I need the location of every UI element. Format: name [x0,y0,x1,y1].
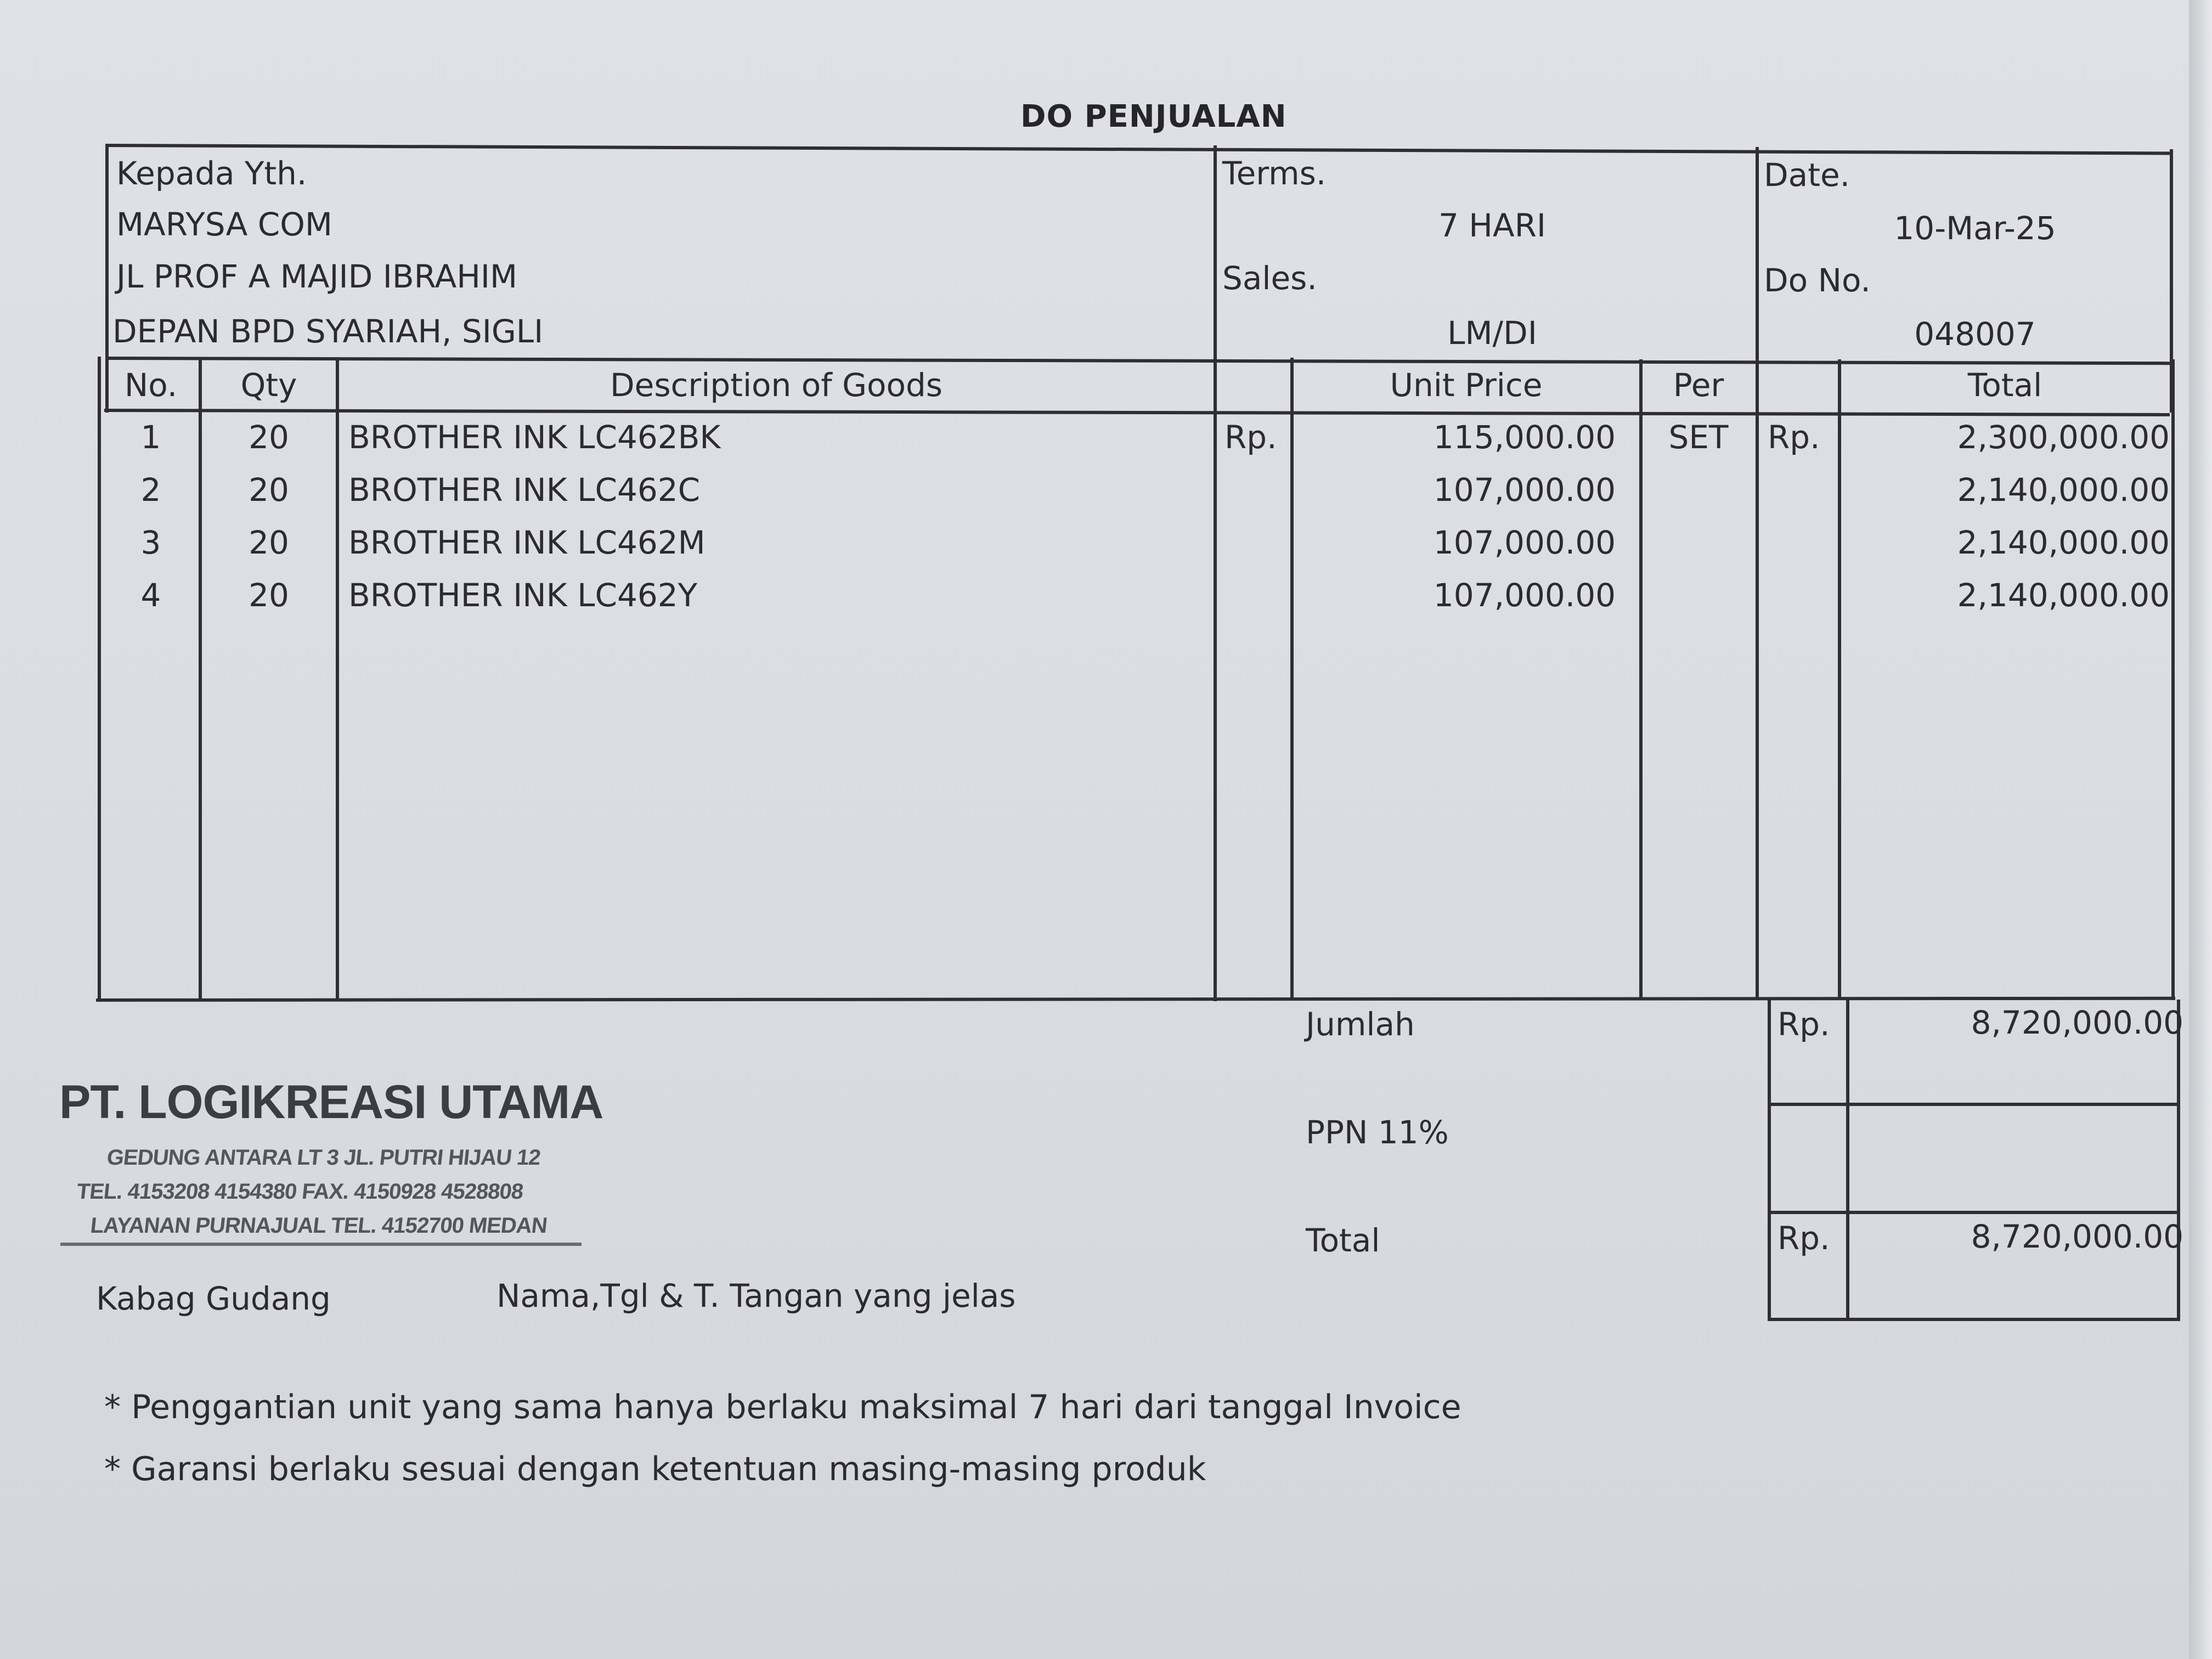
item-4-no: 4 [140,577,161,614]
col-unit-price-header: Unit Price [1390,366,1543,404]
item-2-total: 2,140,000.00 [1957,471,2170,509]
sales-value: LM/DI [1447,314,1537,352]
paper-edge [2189,0,2212,1659]
customer-name: MARYSA COM [116,206,332,243]
do-no-label: Do No. [1764,262,1871,299]
signature-role: Kabag Gudang [96,1280,331,1317]
item-1-qty: 20 [249,419,289,456]
item-3-description: BROTHER INK LC462M [348,524,706,561]
col-rp-divider [1290,358,1294,1001]
customer-address-2: DEPAN BPD SYARIAH, SIGLI [112,313,544,350]
summary-left [1768,1000,1771,1321]
summary-mid [1846,1000,1849,1321]
col-total-header: Total [1967,366,2042,404]
document-title: DO PENJUALAN [1020,99,1287,134]
summary-bottom [1768,1318,2180,1321]
right-border-items [2171,359,2175,1000]
summary-row2 [1768,1211,2180,1214]
col-no-header: No. [124,366,178,404]
left-border-lower [98,357,101,1001]
item-2-no: 2 [140,471,161,509]
col-price-divider [1639,359,1643,1000]
item-2-qty: 20 [249,471,289,509]
stamp-service-line: LAYANAN PURNAJUAL TEL. 4152700 MEDAN [89,1214,549,1238]
item-1-no: 1 [140,419,161,456]
date-label: Date. [1764,156,1850,194]
jumlah-currency: Rp. [1778,1006,1830,1043]
customer-address-1: JL PROF A MAJID IBRAHIM [116,258,518,295]
item-1-currency: Rp. [1224,419,1277,456]
item-3-no: 3 [140,524,161,561]
col-per-divider [1756,359,1759,1000]
terms-divider [1214,145,1217,1001]
sales-label: Sales. [1222,259,1317,297]
item-1-per: SET [1668,419,1729,456]
col-no-divider [199,358,202,1001]
stamp-company-name: PT. LOGIKREASI UTAMA [59,1076,603,1128]
col-description-header: Description of Goods [610,366,943,404]
col-rp2-divider [1838,359,1841,1000]
item-1-unit-price: 115,000.00 [1433,419,1616,456]
item-1-description: BROTHER INK LC462BK [348,419,721,456]
summary-right [2177,1000,2180,1321]
terms-value: 7 HARI [1438,207,1547,244]
stamp-underline [60,1243,582,1246]
jumlah-value: 8,720,000.00 [1971,1004,2183,1041]
jumlah-label: Jumlah [1306,1006,1415,1043]
signature-instruction: Nama,Tgl & T. Tangan yang jelas [496,1277,1016,1314]
item-3-unit-price: 107,000.00 [1433,524,1616,561]
col-qty-header: Qty [240,366,297,404]
note-replacement-policy: * Penggantian unit yang sama hanya berlaku maksimal 7 hari dari tanggal Invoice [104,1388,1462,1426]
item-3-total: 2,140,000.00 [1957,524,2170,561]
item-2-unit-price: 107,000.00 [1433,471,1616,509]
do-no-value: 048007 [1914,315,2036,353]
total-label: Total [1306,1222,1380,1259]
stamp-phone-line: TEL. 4153208 4154380 FAX. 4150928 4528808 [75,1180,524,1204]
ppn-label: PPN 11% [1306,1114,1449,1151]
terms-label: Terms. [1222,155,1327,192]
item-4-total: 2,140,000.00 [1957,577,2170,614]
item-3-qty: 20 [249,524,289,561]
customer-label: Kepada Yth. [116,155,307,192]
summary-row1 [1768,1103,2180,1106]
item-4-description: BROTHER INK LC462Y [348,577,698,614]
date-value: 10-Mar-25 [1894,210,2056,247]
item-4-unit-price: 107,000.00 [1433,577,1616,614]
note-warranty-policy: * Garansi berlaku sesuai dengan ketentuan masing-masing produk [104,1450,1206,1488]
col-per-header: Per [1673,366,1724,404]
total-value: 8,720,000.00 [1971,1218,2183,1255]
item-4-qty: 20 [249,577,289,614]
col-qty-divider [336,358,339,1001]
item-1-total-currency: Rp. [1768,419,1820,456]
stamp-address-line: GEDUNG ANTARA LT 3 JL. PUTRI HIJAU 12 [105,1146,542,1170]
item-2-description: BROTHER INK LC462C [348,471,701,509]
item-1-total: 2,300,000.00 [1957,419,2170,456]
total-currency: Rp. [1778,1220,1830,1257]
